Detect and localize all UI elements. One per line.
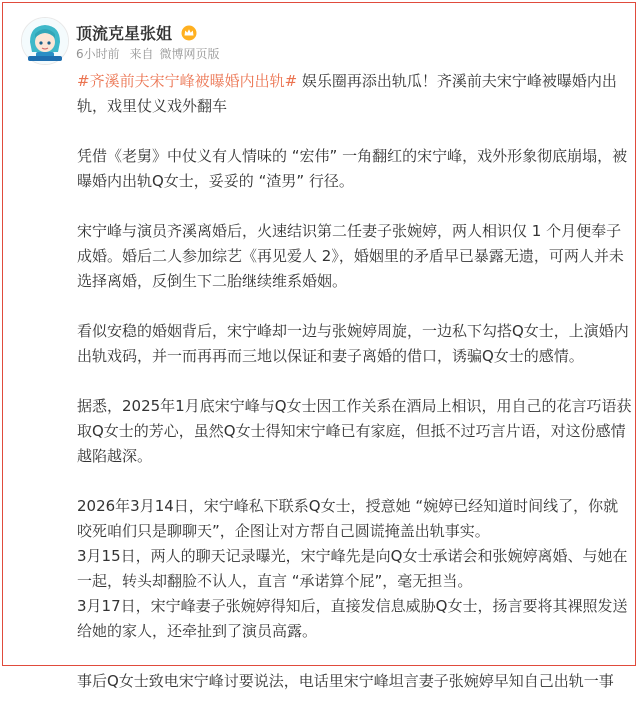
post-source: 微博网页版: [159, 47, 220, 61]
user-avatar[interactable]: [21, 17, 69, 65]
intro-text: 娱乐圈再添出轨瓜！齐溪前夫宋宁峰被曝婚内出轨，戏里仗义戏外翻车: [77, 72, 617, 115]
paragraph-1: 凭借《老舅》中仗义有人情味的 “宏伟” 一角翻红的宋宁峰，戏外形象彻底崩塌，被曝婚内出轨Q女士，妥妥的 “渣男” 行径。: [77, 147, 628, 190]
post-time[interactable]: 6小时前: [76, 47, 120, 61]
paragraph-5b: 3月15日，两人的聊天记录曝光，宋宁峰先是向Q女士承诺会和张婉婷离婚、与她在一起，转头却翻脸不认人，直言 “承诺算个屁”，毫无担当。: [77, 547, 628, 590]
post-content: [77, 69, 633, 719]
paragraph-2: 宋宁峰与演员齐溪离婚后，火速结识第二任妻子张婉婷，两人相识仅 1 个月便奉子成婚。婚后二人参加综艺《再见爱人 2》，婚姻里的矛盾早已暴露无遗，可两人并未选择离婚，反倒生下二胎继续维系婚姻。: [77, 222, 624, 290]
weibo-post-card: [2, 2, 636, 690]
user-name-row: [76, 21, 197, 44]
paragraph-6: 事后Q女士致电宋宁峰讨要说法，电话里宋宁峰坦言妻子张婉婷早知自己出轨一事: [77, 672, 614, 690]
post-intro-paragraph: [77, 69, 633, 119]
post-meta: [76, 45, 226, 62]
anime-girl-avatar-icon: [22, 18, 68, 64]
source-prefix: 来自: [129, 47, 154, 61]
topic-hashtag-link[interactable]: #齐溪前夫宋宁峰被曝婚内出轨#: [77, 72, 298, 90]
crown-badge-icon[interactable]: [181, 25, 197, 41]
user-name[interactable]: 顶流克星张姐: [76, 24, 173, 43]
paragraph-5a: 2026年3月14日，宋宁峰私下联系Q女士，授意她 “婉婷已经知道时间线了，你就咬死咱们只是聊聊天”，企图让对方帮自己圆谎掩盖出轨事实。: [77, 497, 619, 540]
paragraph-4: 据悉，2025年1月底宋宁峰与Q女士因工作关系在酒局上相识，用自己的花言巧语获取Q女士的芳心，虽然Q女士得知宋宁峰已有家庭，但抵不过巧言片语，对这份感情越陷越深。: [77, 397, 632, 465]
paragraph-3: 看似安稳的婚姻背后，宋宁峰却一边与张婉婷周旋，一边私下勾搭Q女士，上演婚内出轨戏码，并一而再再而三地以保证和妻子离婚的借口，诱骗Q女士的感情。: [77, 322, 629, 365]
paragraph-5c: 3月17日，宋宁峰妻子张婉婷得知后，直接发信息威胁Q女士，扬言要将其裸照发送给她的家人，还牵扯到了演员高露。: [77, 597, 628, 640]
